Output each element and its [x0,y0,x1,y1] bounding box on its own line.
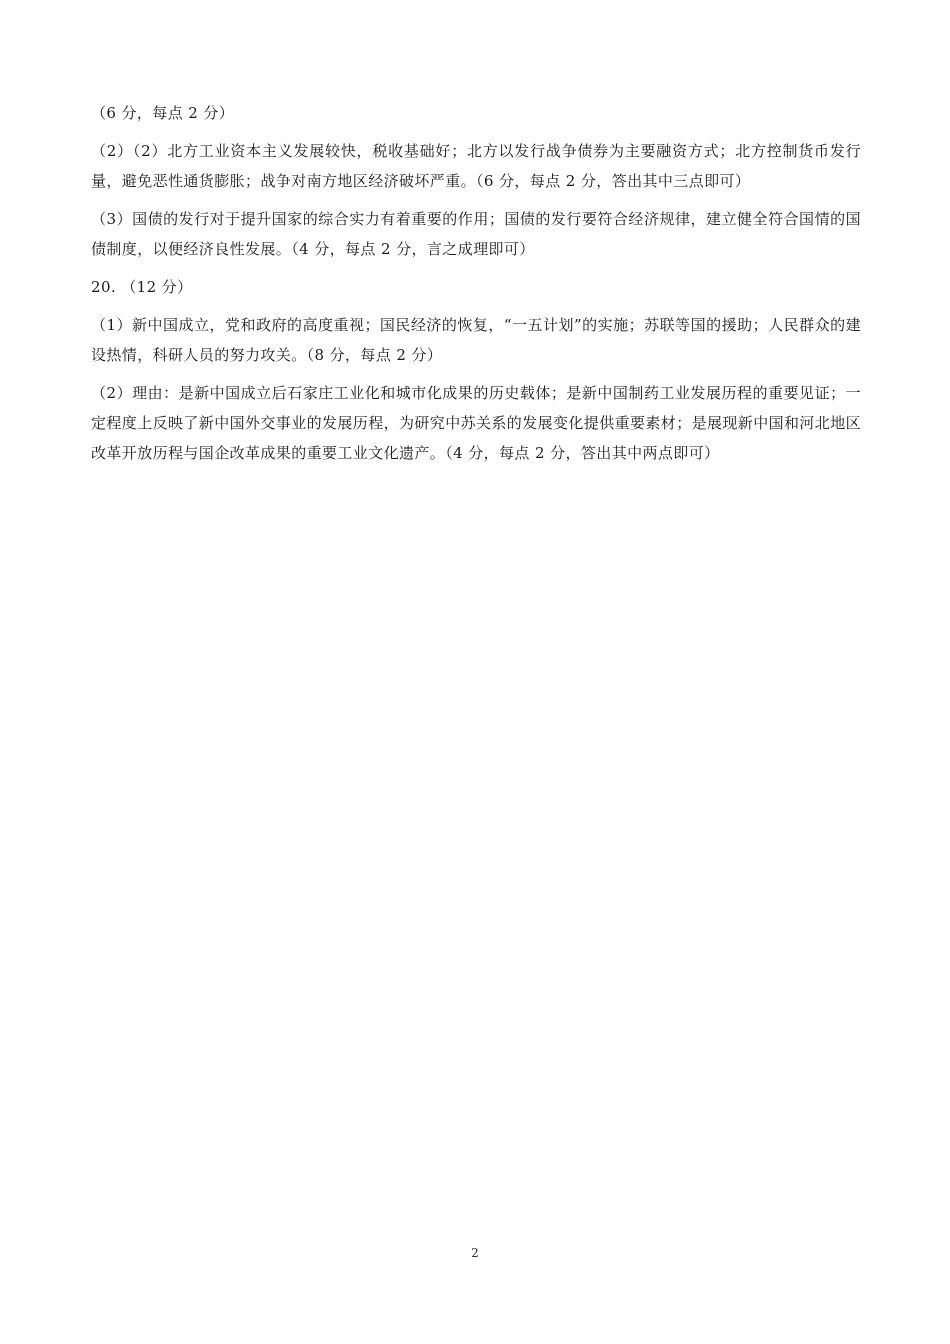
paragraph-q20-2-answer: （2）理由：是新中国成立后石家庄工业化和城市化成果的历史载体；是新中国制药工业发展历程的重要见证；一定程度上反映了新中国外交事业的发展历程，为研究中苏关系的发展变化提供重要素材；是展现新中国和河北地区改革开放历程与国企改革成果的重要工业文化遗产。（4 分，每点 2 分，答出其中两点即可） [91,384,862,462]
question-20-heading: 20. （12 分） [91,278,193,296]
paragraph-q19-2-answer: （2）（2）北方工业资本主义发展较快，税收基础好；北方以发行战争债券为主要融资方式；北方控制货币发行量，避免恶性通货膨胀；战争对南方地区经济破坏严重。（6 分，每点 2 分，答出其中三点即可） [91,142,861,190]
page-number: 2 [471,1246,479,1260]
paragraph-q19-3-answer: （3）国债的发行对于提升国家的综合实力有着重要的作用；国债的发行要符合经济规律，建立健全符合国情的国债制度，以便经济良性发展。（4 分，每点 2 分，言之成理即可） [91,210,861,258]
document-body [91,98,861,476]
paragraph-q19-1-score: （6 分，每点 2 分） [91,104,235,122]
paragraph-q20-1-answer: （1）新中国成立，党和政府的高度重视；国民经济的恢复，“一五计划”的实施；苏联等国的援助；人民群众的建设热情，科研人员的努力攻关。（8 分，每点 2 分） [91,316,861,364]
